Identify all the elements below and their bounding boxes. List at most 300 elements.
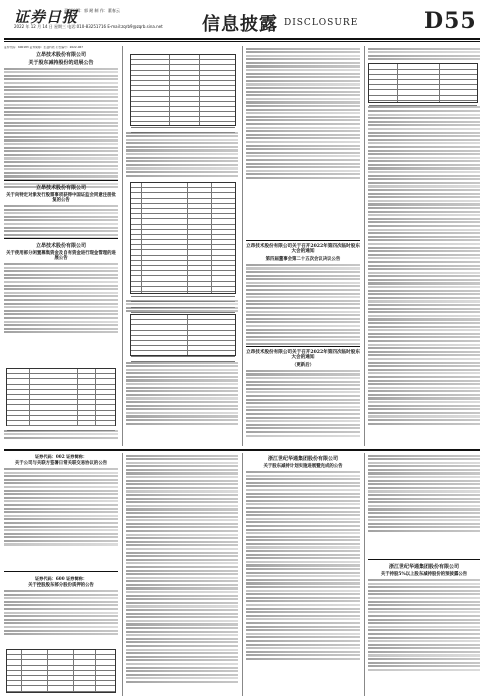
bottom-section	[4, 453, 480, 696]
text-line	[368, 304, 480, 306]
text-line	[126, 390, 238, 392]
column-2-bottom	[126, 453, 238, 696]
text-line	[4, 125, 118, 127]
text-line	[126, 555, 238, 557]
text-line	[368, 286, 480, 288]
text-line	[246, 388, 360, 390]
text-line	[4, 71, 118, 73]
text-line	[4, 122, 118, 124]
text-line	[246, 568, 360, 570]
text-line	[4, 168, 118, 170]
text-line	[246, 296, 360, 298]
text-line	[126, 303, 238, 305]
text-line	[368, 200, 480, 202]
text-line	[126, 480, 238, 482]
text-line	[368, 135, 480, 137]
column-1	[4, 46, 118, 446]
text-line	[368, 193, 480, 195]
text-line	[246, 311, 360, 313]
text-line	[368, 290, 480, 292]
text-line	[4, 263, 118, 265]
text-line	[4, 306, 118, 308]
text-line	[246, 590, 360, 592]
text-line	[246, 427, 360, 429]
text-line	[126, 573, 238, 575]
text-line	[368, 329, 480, 331]
announcement-company: 立昂技术股份有限公司关于召开2022年第四次临时股东大会的通知	[246, 350, 360, 361]
text-line	[4, 468, 118, 470]
announcement-company: 立昂技术股份有限公司	[35, 243, 86, 249]
text-line	[368, 626, 480, 628]
text-line	[246, 329, 360, 331]
text-line	[368, 221, 480, 223]
text-line	[368, 523, 480, 525]
text-line	[246, 511, 360, 513]
text-line	[246, 152, 360, 154]
text-line	[126, 401, 238, 403]
text-line	[4, 154, 118, 156]
text-line	[126, 300, 238, 302]
text-line	[246, 83, 360, 85]
text-line	[126, 584, 238, 586]
text-line	[4, 437, 118, 439]
text-line	[368, 268, 480, 270]
data-table	[6, 649, 116, 693]
text-line	[4, 114, 118, 116]
text-line	[4, 118, 118, 120]
text-line	[246, 615, 360, 617]
text-line	[368, 608, 480, 610]
text-line	[4, 490, 118, 492]
text-line	[246, 289, 360, 291]
text-line	[368, 397, 480, 399]
text-line	[126, 469, 238, 471]
text-line	[368, 171, 480, 173]
text-line	[246, 321, 360, 323]
text-line	[368, 593, 480, 595]
text-line	[4, 328, 118, 330]
text-line	[4, 529, 118, 531]
top-section	[4, 46, 480, 446]
text-line	[126, 171, 238, 173]
text-line	[4, 493, 118, 495]
text-line	[246, 76, 360, 78]
text-line	[368, 203, 480, 205]
section-divider	[4, 180, 118, 181]
column-divider	[364, 46, 365, 446]
text-line	[4, 482, 118, 484]
text-line	[126, 652, 238, 654]
text-line	[246, 658, 360, 660]
text-line	[368, 476, 480, 478]
text-line	[4, 597, 118, 599]
text-line	[368, 415, 480, 417]
text-line	[368, 157, 480, 159]
text-line	[4, 277, 118, 279]
text-line	[368, 322, 480, 324]
data-table	[368, 63, 478, 103]
text-line	[4, 303, 118, 305]
text-line	[368, 358, 480, 360]
text-line	[368, 615, 480, 617]
text-line	[246, 109, 360, 111]
text-line	[246, 475, 360, 477]
text-line	[368, 114, 480, 116]
text-line	[368, 336, 480, 338]
text-line	[4, 96, 118, 98]
text-line	[246, 395, 360, 397]
text-line	[126, 372, 238, 374]
text-line	[126, 387, 238, 389]
text-line	[126, 465, 238, 467]
text-line	[4, 536, 118, 538]
text-line	[246, 145, 360, 147]
page-header	[0, 0, 484, 44]
announcement-code: 证券代码：600 证券简称：	[34, 576, 88, 581]
text-line	[126, 620, 238, 622]
text-line	[368, 462, 480, 464]
text-line	[246, 575, 360, 577]
text-line	[4, 107, 118, 109]
text-line	[246, 424, 360, 426]
section-divider	[368, 559, 480, 560]
text-line	[368, 110, 480, 112]
text-line	[126, 645, 238, 647]
text-line	[368, 383, 480, 385]
text-line	[246, 105, 360, 107]
text-line	[368, 419, 480, 421]
text-line	[126, 149, 238, 151]
text-line	[4, 212, 118, 214]
text-line	[4, 132, 118, 134]
text-line	[126, 616, 238, 618]
text-line	[246, 482, 360, 484]
text-line	[246, 644, 360, 646]
text-line	[246, 582, 360, 584]
text-line	[368, 272, 480, 274]
text-line	[126, 146, 238, 148]
text-line	[368, 390, 480, 392]
text-line	[4, 165, 118, 167]
text-line	[126, 512, 238, 514]
text-line	[368, 498, 480, 500]
text-line	[246, 166, 360, 168]
text-line	[246, 130, 360, 132]
section-divider	[4, 449, 480, 451]
text-line	[126, 362, 238, 364]
text-line	[246, 611, 360, 613]
text-line	[368, 265, 480, 267]
text-line	[4, 216, 118, 218]
text-line	[4, 475, 118, 477]
text-line	[368, 300, 480, 302]
announcement-code: 证券代码：600183 证券简称：生益科技 公告编号：2022-067	[4, 46, 84, 49]
text-line	[368, 487, 480, 489]
announcement-title: 第四届董事会第二十五次会议决议公告	[265, 256, 341, 262]
text-line	[126, 595, 238, 597]
text-line	[126, 627, 238, 629]
text-line	[4, 540, 118, 542]
text-line	[368, 279, 480, 281]
text-line	[246, 417, 360, 419]
text-line	[4, 612, 118, 614]
announcement-title: （更新后）	[292, 362, 314, 368]
text-line	[4, 100, 118, 102]
text-line	[126, 537, 238, 539]
text-line	[4, 223, 118, 225]
text-line	[368, 142, 480, 144]
column-divider	[122, 46, 123, 446]
text-line	[126, 455, 238, 457]
text-line	[126, 157, 238, 159]
text-line	[246, 384, 360, 386]
section-divider	[4, 571, 118, 572]
text-line	[368, 48, 480, 50]
text-line	[4, 75, 118, 77]
text-line	[4, 590, 118, 592]
text-line	[368, 243, 480, 245]
text-line	[246, 332, 360, 334]
text-line	[126, 530, 238, 532]
text-line	[126, 498, 238, 500]
text-line	[246, 264, 360, 266]
text-line	[368, 218, 480, 220]
column-4-bottom	[368, 453, 480, 696]
text-line	[368, 132, 480, 134]
text-line	[246, 654, 360, 656]
text-line	[4, 504, 118, 506]
text-line	[368, 308, 480, 310]
text-line	[368, 128, 480, 130]
text-line	[126, 383, 238, 385]
column-4	[368, 46, 480, 446]
column-divider	[364, 453, 365, 696]
text-line	[368, 117, 480, 119]
text-line	[246, 633, 360, 635]
text-line	[4, 594, 118, 596]
text-line	[4, 143, 118, 145]
text-line	[246, 267, 360, 269]
text-line	[368, 146, 480, 148]
text-line	[246, 618, 360, 620]
text-line	[126, 397, 238, 399]
text-line	[368, 351, 480, 353]
text-line	[126, 548, 238, 550]
text-line	[368, 586, 480, 588]
newspaper-logo: 证券日报	[14, 8, 79, 26]
text-line	[126, 541, 238, 543]
text-line	[368, 293, 480, 295]
text-line	[246, 550, 360, 552]
text-line	[246, 647, 360, 649]
text-line	[126, 674, 238, 676]
text-line	[368, 232, 480, 234]
text-line	[4, 619, 118, 621]
text-line	[368, 185, 480, 187]
text-line	[126, 376, 238, 378]
text-line	[246, 163, 360, 165]
text-line	[4, 267, 118, 269]
text-line	[368, 164, 480, 166]
text-line	[368, 354, 480, 356]
text-line	[4, 274, 118, 276]
text-line	[368, 423, 480, 425]
text-line	[4, 299, 118, 301]
text-line	[4, 136, 118, 138]
text-line	[368, 153, 480, 155]
text-line	[368, 508, 480, 510]
text-line	[368, 189, 480, 191]
text-line	[4, 511, 118, 513]
text-line	[126, 164, 238, 166]
text-line	[4, 321, 118, 323]
text-line	[246, 536, 360, 538]
text-line	[126, 153, 238, 155]
text-line	[4, 161, 118, 163]
announcement-company: 立昂技术股份有限公司关于召开2022年第四次临时股东大会的通知	[246, 244, 360, 255]
text-line	[246, 406, 360, 408]
text-line	[368, 106, 480, 108]
text-line	[126, 566, 238, 568]
text-line	[126, 634, 238, 636]
text-line	[368, 239, 480, 241]
text-line	[4, 230, 118, 232]
text-line	[126, 613, 238, 615]
text-line	[368, 326, 480, 328]
text-line	[246, 377, 360, 379]
text-line	[126, 631, 238, 633]
text-line	[368, 182, 480, 184]
text-line	[368, 124, 480, 126]
text-line	[4, 89, 118, 91]
section-divider	[246, 240, 360, 241]
text-line	[368, 408, 480, 410]
text-line	[246, 518, 360, 520]
text-line	[126, 307, 238, 309]
text-line	[126, 405, 238, 407]
column-divider	[122, 453, 123, 696]
text-line	[4, 313, 118, 315]
announcement-title: 关于使用部分闲置募集资金及自有资金进行现金管理的进展公告	[6, 251, 116, 261]
text-line	[126, 559, 238, 561]
text-line	[126, 605, 238, 607]
text-line	[4, 331, 118, 333]
text-line	[246, 177, 360, 179]
text-line	[4, 622, 118, 624]
section-divider	[246, 346, 360, 347]
text-line	[4, 205, 118, 207]
text-line	[4, 82, 118, 84]
date-contact-line: 2022 年 12 月 14 日 星期三 电话:010-83251716 E-mail:zqrb9@zqrb.sina.net	[14, 24, 163, 29]
text-line	[246, 119, 360, 121]
text-line	[246, 116, 360, 118]
announcement-company: 浙江世纪华通集团股份有限公司	[388, 564, 459, 570]
text-line	[4, 615, 118, 617]
data-table	[6, 368, 116, 426]
text-line	[368, 669, 480, 671]
text-line	[126, 544, 238, 546]
text-line	[126, 419, 238, 421]
text-line	[246, 373, 360, 375]
text-line	[246, 435, 360, 437]
text-line	[246, 529, 360, 531]
text-line	[246, 62, 360, 64]
text-line	[368, 472, 480, 474]
text-line	[126, 562, 238, 564]
text-line	[246, 137, 360, 139]
text-line	[246, 159, 360, 161]
text-line	[4, 630, 118, 632]
text-line	[246, 539, 360, 541]
text-line	[368, 121, 480, 123]
text-line	[368, 207, 480, 209]
text-line	[4, 234, 118, 236]
text-line	[126, 310, 238, 312]
text-line	[4, 601, 118, 603]
text-line	[126, 139, 238, 141]
text-line	[246, 69, 360, 71]
text-line	[368, 611, 480, 613]
text-line	[246, 278, 360, 280]
text-line	[368, 412, 480, 414]
text-line	[368, 604, 480, 606]
text-line	[126, 598, 238, 600]
text-line	[246, 564, 360, 566]
text-line	[246, 503, 360, 505]
text-line	[4, 227, 118, 229]
text-line	[246, 604, 360, 606]
column-3	[246, 46, 360, 446]
text-line	[4, 533, 118, 535]
editor-line: 责任编辑：郭 耐 制 作：董春云	[64, 8, 120, 13]
text-line	[368, 315, 480, 317]
text-line	[246, 493, 360, 495]
text-line	[246, 561, 360, 563]
text-line	[126, 591, 238, 593]
text-line	[126, 641, 238, 643]
text-line	[368, 311, 480, 313]
text-line	[246, 557, 360, 559]
text-line	[246, 173, 360, 175]
text-line	[368, 654, 480, 656]
text-line	[246, 413, 360, 415]
text-line	[368, 579, 480, 581]
announcement-company: 立昂技术股份有限公司	[35, 51, 86, 58]
text-line	[4, 139, 118, 141]
text-line	[126, 649, 238, 651]
text-line	[126, 505, 238, 507]
text-line	[126, 519, 238, 521]
text-line	[4, 292, 118, 294]
text-line	[126, 677, 238, 679]
text-line	[368, 647, 480, 649]
text-line	[368, 139, 480, 141]
text-line	[368, 619, 480, 621]
text-line	[4, 626, 118, 628]
text-line	[126, 508, 238, 510]
text-line	[368, 318, 480, 320]
text-line	[246, 629, 360, 631]
text-line	[4, 104, 118, 106]
text-line	[126, 369, 238, 371]
text-line	[246, 521, 360, 523]
text-line	[368, 236, 480, 238]
text-line	[246, 275, 360, 277]
text-line	[368, 601, 480, 603]
text-line	[126, 472, 238, 474]
text-line	[246, 478, 360, 480]
text-line	[246, 399, 360, 401]
